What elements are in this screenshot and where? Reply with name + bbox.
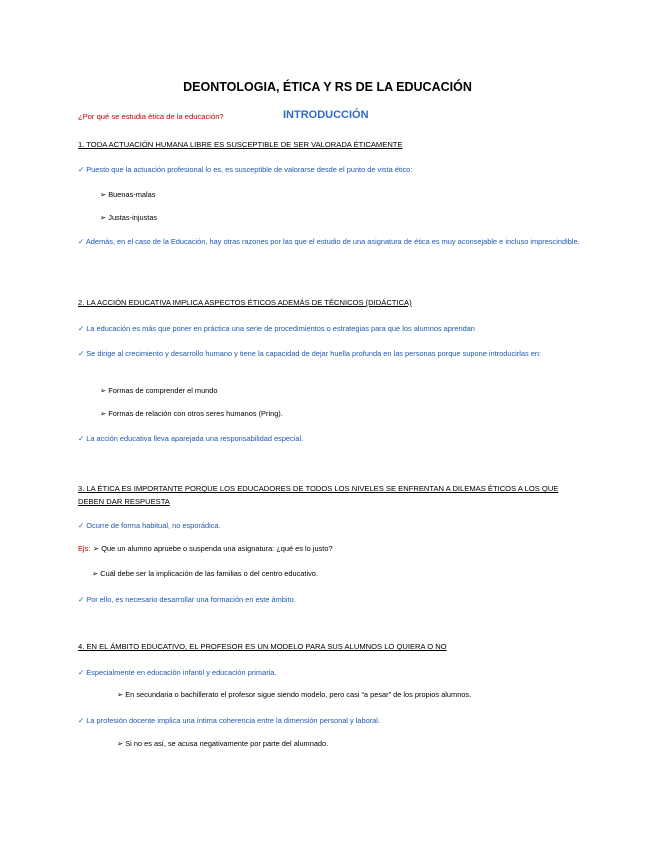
section-2-sub-1: ➢ Formas de comprender el mundo bbox=[100, 386, 218, 395]
section-1-point-1: ✓ Puesto que la actuación profesional lo es, es susceptible de valorarse desde el punto de vista ético: bbox=[78, 165, 413, 174]
section-4-sub-2: ➢ Si no es así, se acusa negativamente por parte del alumnado. bbox=[117, 739, 329, 748]
section-2-point-1: ✓ La educación es más que poner en práctica una serie de procedimientos o estrategias para que los alumnos aprendan bbox=[78, 324, 475, 333]
section-1-point-2: ✓ Además, en el caso de la Educación, hay otras razones por las que el estudio de una asignatura de ética es muy aconsejable e incluso imprescindible. bbox=[78, 237, 580, 246]
section-1-heading: 1. TODA ACTUACIÓN HUMANA LIBRE ES SUSCEPTIBLE DE SER VALORADA ÉTICAMENTE bbox=[78, 140, 403, 149]
section-3-point-1: ✓ Ocurre de forma habitual, no esporádica. bbox=[78, 521, 221, 530]
section-3-example-1: ➢ Que un alumno apruebe o suspenda una asignatura: ¿qué es lo justo? bbox=[93, 544, 333, 553]
section-4-point-2: ✓ La profesión docente implica una íntima coherencia entre la dimensión personal y laboral. bbox=[78, 716, 380, 725]
question-line: ¿Por qué se estudia ética de la educación? bbox=[78, 112, 224, 121]
section-1-sub-2: ➢ Justas-injustas bbox=[100, 213, 158, 222]
section-1-sub-1: ➢ Buenas-malas bbox=[100, 190, 156, 199]
section-3-example-2: ➢ Cuál debe ser la implicación de las familias o del centro educativo. bbox=[92, 569, 318, 578]
examples-label: Ejs: bbox=[78, 544, 91, 553]
intro-heading: INTRODUCCIÓN bbox=[283, 109, 369, 121]
section-4-heading: 4. EN EL ÁMBITO EDUCATIVO, EL PROFESOR ES UN MODELO PARA SUS ALUMNOS LO QUIERA O NO bbox=[78, 642, 447, 651]
section-2-point-3: ✓ La acción educativa lleva aparejada una responsabilidad especial. bbox=[78, 434, 304, 443]
section-2-sub-2: ➢ Formas de relación con otros seres humanos (Pring). bbox=[100, 409, 283, 418]
document-title: DEONTOLOGIA, ÉTICA Y RS DE LA EDUCACIÓN bbox=[183, 80, 472, 94]
section-4-point-1: ✓ Especialmente en educación infantil y educación primaria. bbox=[78, 668, 277, 677]
section-4-sub-1: ➢ En secundaria o bachillerato el profesor sigue siendo modelo, pero casi “a pesar” de los propios alumnos. bbox=[117, 690, 472, 699]
section-3-heading: 3. LA ÉTICA ES IMPORTANTE PORQUE LOS EDUCADORES DE TODOS LOS NIVELES SE ENFRENTAN A DILEMAS ÉTICOS A LOS QUE DEBEN DAR RESPUESTA bbox=[78, 484, 559, 506]
section-2-heading: 2. LA ACCIÓN EDUCATIVA IMPLICA ASPECTOS ÉTICOS ADEMÁS DE TÉCNICOS (DIDÁCTICA) bbox=[78, 298, 412, 307]
section-3-point-2: ✓ Por ello, es necesario desarrollar una formación en este ámbito. bbox=[78, 595, 296, 604]
section-2-point-2: ✓ Se dirige al crecimiento y desarrollo humano y tiene la capacidad de dejar huella profunda en las personas porque supone introducirlas en: bbox=[78, 349, 542, 358]
